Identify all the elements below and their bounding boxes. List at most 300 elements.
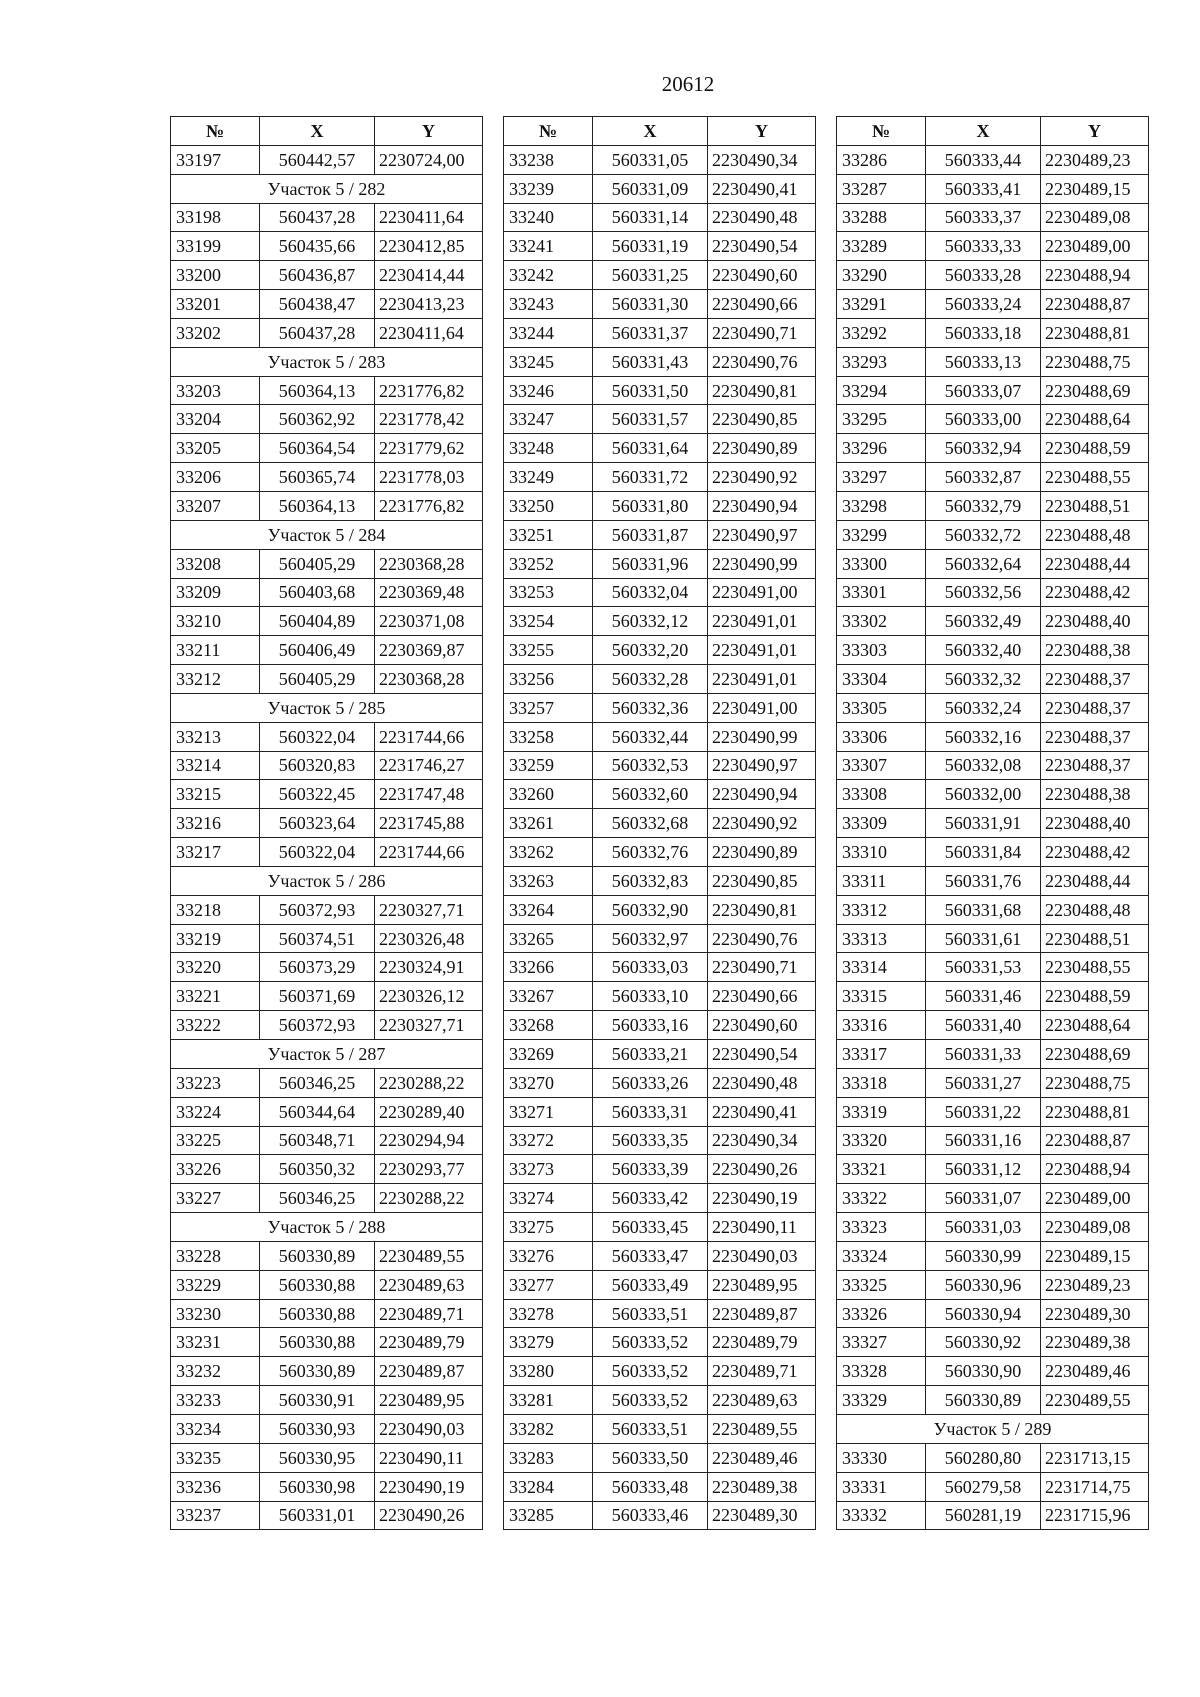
x-coordinate-cell: 560333,46 (593, 1501, 708, 1530)
table-row (171, 1126, 483, 1155)
table-row (171, 1155, 483, 1184)
table-row (504, 232, 816, 261)
point-number-cell: 33267 (504, 982, 593, 1011)
table-row (171, 636, 483, 665)
x-coordinate-cell: 560332,56 (926, 578, 1041, 607)
table-row (837, 1040, 1149, 1069)
x-coordinate-cell: 560333,51 (593, 1299, 708, 1328)
x-coordinate-cell: 560332,90 (593, 895, 708, 924)
section-title: Участок 5 / 288 (171, 1213, 483, 1242)
table-row (171, 1357, 483, 1386)
point-number-cell: 33256 (504, 665, 593, 694)
x-coordinate-cell: 560331,96 (593, 549, 708, 578)
y-coordinate-cell: 2230488,55 (1041, 953, 1149, 982)
point-number-cell: 33237 (171, 1501, 260, 1530)
point-number-cell: 33226 (171, 1155, 260, 1184)
point-number-cell: 33291 (837, 290, 926, 319)
point-number-cell: 33219 (171, 924, 260, 953)
header-y: Y (1041, 117, 1149, 146)
x-coordinate-cell: 560331,91 (926, 809, 1041, 838)
point-number-cell: 33325 (837, 1270, 926, 1299)
table-row (504, 953, 816, 982)
y-coordinate-cell: 2231713,15 (1041, 1443, 1149, 1472)
header-number: № (504, 117, 593, 146)
section-title: Участок 5 / 285 (171, 693, 483, 722)
x-coordinate-cell: 560331,80 (593, 491, 708, 520)
point-number-cell: 33206 (171, 463, 260, 492)
header-y: Y (375, 117, 483, 146)
table-row (171, 1299, 483, 1328)
point-number-cell: 33220 (171, 953, 260, 982)
table-row (504, 722, 816, 751)
point-number-cell: 33278 (504, 1299, 593, 1328)
y-coordinate-cell: 2230490,41 (708, 1097, 816, 1126)
x-coordinate-cell: 560331,19 (593, 232, 708, 261)
table-row (171, 1501, 483, 1530)
y-coordinate-cell: 2230488,64 (1041, 1011, 1149, 1040)
point-number-cell: 33242 (504, 261, 593, 290)
y-coordinate-cell: 2230368,28 (375, 665, 483, 694)
x-coordinate-cell: 560333,48 (593, 1472, 708, 1501)
table-row (837, 549, 1149, 578)
x-coordinate-cell: 560330,88 (260, 1299, 375, 1328)
point-number-cell: 33287 (837, 174, 926, 203)
x-coordinate-cell: 560436,87 (260, 261, 375, 290)
y-coordinate-cell: 2230369,87 (375, 636, 483, 665)
x-coordinate-cell: 560331,14 (593, 203, 708, 232)
y-coordinate-cell: 2230489,15 (1041, 1241, 1149, 1270)
table-row (504, 1270, 816, 1299)
x-coordinate-cell: 560332,79 (926, 491, 1041, 520)
y-coordinate-cell: 2230490,54 (708, 232, 816, 261)
table-row (504, 1155, 816, 1184)
y-coordinate-cell: 2230488,51 (1041, 924, 1149, 953)
x-coordinate-cell: 560333,26 (593, 1068, 708, 1097)
point-number-cell: 33252 (504, 549, 593, 578)
y-coordinate-cell: 2230489,08 (1041, 203, 1149, 232)
table-row (171, 982, 483, 1011)
table-row (504, 1040, 816, 1069)
section-row (171, 1040, 483, 1069)
point-number-cell: 33243 (504, 290, 593, 319)
point-number-cell: 33228 (171, 1241, 260, 1270)
y-coordinate-cell: 2230488,59 (1041, 434, 1149, 463)
point-number-cell: 33198 (171, 203, 260, 232)
x-coordinate-cell: 560331,22 (926, 1097, 1041, 1126)
y-coordinate-cell: 2230489,87 (375, 1357, 483, 1386)
table-row (171, 1386, 483, 1415)
y-coordinate-cell: 2230489,55 (1041, 1386, 1149, 1415)
x-coordinate-cell: 560346,25 (260, 1184, 375, 1213)
header-x: X (926, 117, 1041, 146)
x-coordinate-cell: 560280,80 (926, 1443, 1041, 1472)
table-row (504, 1213, 816, 1242)
x-coordinate-cell: 560438,47 (260, 290, 375, 319)
table-row (837, 261, 1149, 290)
point-number-cell: 33251 (504, 520, 593, 549)
table-row (837, 1357, 1149, 1386)
point-number-cell: 33300 (837, 549, 926, 578)
point-number-cell: 33239 (504, 174, 593, 203)
x-coordinate-cell: 560332,83 (593, 866, 708, 895)
point-number-cell: 33281 (504, 1386, 593, 1415)
x-coordinate-cell: 560333,28 (926, 261, 1041, 290)
y-coordinate-cell: 2230412,85 (375, 232, 483, 261)
point-number-cell: 33306 (837, 722, 926, 751)
table-row (504, 982, 816, 1011)
section-row (171, 866, 483, 895)
point-number-cell: 33317 (837, 1040, 926, 1069)
x-coordinate-cell: 560372,93 (260, 1011, 375, 1040)
point-number-cell: 33290 (837, 261, 926, 290)
x-coordinate-cell: 560330,89 (260, 1357, 375, 1386)
y-coordinate-cell: 2230414,44 (375, 261, 483, 290)
y-coordinate-cell: 2230490,11 (375, 1443, 483, 1472)
point-number-cell: 33199 (171, 232, 260, 261)
point-number-cell: 33282 (504, 1414, 593, 1443)
table-row (504, 866, 816, 895)
table-row (504, 261, 816, 290)
x-coordinate-cell: 560331,16 (926, 1126, 1041, 1155)
point-number-cell: 33216 (171, 809, 260, 838)
x-coordinate-cell: 560333,49 (593, 1270, 708, 1299)
point-number-cell: 33254 (504, 607, 593, 636)
x-coordinate-cell: 560332,20 (593, 636, 708, 665)
y-coordinate-cell: 2230288,22 (375, 1184, 483, 1213)
x-coordinate-cell: 560350,32 (260, 1155, 375, 1184)
section-row (171, 693, 483, 722)
table-row (171, 924, 483, 953)
y-coordinate-cell: 2230491,00 (708, 578, 816, 607)
y-coordinate-cell: 2230490,03 (708, 1241, 816, 1270)
x-coordinate-cell: 560333,44 (926, 145, 1041, 174)
y-coordinate-cell: 2230288,22 (375, 1068, 483, 1097)
y-coordinate-cell: 2230327,71 (375, 895, 483, 924)
point-number-cell: 33329 (837, 1386, 926, 1415)
point-number-cell: 33312 (837, 895, 926, 924)
point-number-cell: 33203 (171, 376, 260, 405)
table-row (171, 895, 483, 924)
table-row (504, 463, 816, 492)
y-coordinate-cell: 2230488,42 (1041, 838, 1149, 867)
x-coordinate-cell: 560371,69 (260, 982, 375, 1011)
table-row (504, 636, 816, 665)
y-coordinate-cell: 2230368,28 (375, 549, 483, 578)
x-coordinate-cell: 560331,27 (926, 1068, 1041, 1097)
coordinates-table-1 (170, 116, 483, 1530)
table-row (171, 318, 483, 347)
x-coordinate-cell: 560442,57 (260, 145, 375, 174)
x-coordinate-cell: 560364,54 (260, 434, 375, 463)
x-coordinate-cell: 560331,76 (926, 866, 1041, 895)
y-coordinate-cell: 2231746,27 (375, 751, 483, 780)
table-row (504, 838, 816, 867)
table-row (504, 1241, 816, 1270)
section-title: Участок 5 / 287 (171, 1040, 483, 1069)
y-coordinate-cell: 2230490,66 (708, 290, 816, 319)
y-coordinate-cell: 2230489,23 (1041, 1270, 1149, 1299)
y-coordinate-cell: 2230369,48 (375, 578, 483, 607)
table-row (837, 1068, 1149, 1097)
point-number-cell: 33257 (504, 693, 593, 722)
table-row (171, 607, 483, 636)
point-number-cell: 33284 (504, 1472, 593, 1501)
point-number-cell: 33258 (504, 722, 593, 751)
x-coordinate-cell: 560331,05 (593, 145, 708, 174)
table-row (837, 866, 1149, 895)
point-number-cell: 33266 (504, 953, 593, 982)
point-number-cell: 33289 (837, 232, 926, 261)
y-coordinate-cell: 2230491,00 (708, 693, 816, 722)
point-number-cell: 33201 (171, 290, 260, 319)
point-number-cell: 33276 (504, 1241, 593, 1270)
x-coordinate-cell: 560333,39 (593, 1155, 708, 1184)
y-coordinate-cell: 2230490,76 (708, 347, 816, 376)
section-title: Участок 5 / 284 (171, 520, 483, 549)
y-coordinate-cell: 2230326,12 (375, 982, 483, 1011)
point-number-cell: 33323 (837, 1213, 926, 1242)
y-coordinate-cell: 2230371,08 (375, 607, 483, 636)
table-row (171, 376, 483, 405)
point-number-cell: 33277 (504, 1270, 593, 1299)
table-row (837, 578, 1149, 607)
y-coordinate-cell: 2230488,51 (1041, 491, 1149, 520)
point-number-cell: 33235 (171, 1443, 260, 1472)
x-coordinate-cell: 560332,04 (593, 578, 708, 607)
x-coordinate-cell: 560330,98 (260, 1472, 375, 1501)
table-row (837, 1184, 1149, 1213)
point-number-cell: 33212 (171, 665, 260, 694)
y-coordinate-cell: 2231776,82 (375, 491, 483, 520)
x-coordinate-cell: 560330,94 (926, 1299, 1041, 1328)
y-coordinate-cell: 2230489,46 (708, 1443, 816, 1472)
section-row (171, 174, 483, 203)
table-row (504, 780, 816, 809)
y-coordinate-cell: 2230489,30 (708, 1501, 816, 1530)
table-row (837, 953, 1149, 982)
y-coordinate-cell: 2230488,44 (1041, 549, 1149, 578)
point-number-cell: 33305 (837, 693, 926, 722)
table-row (837, 636, 1149, 665)
point-number-cell: 33269 (504, 1040, 593, 1069)
table-row (837, 232, 1149, 261)
y-coordinate-cell: 2230488,48 (1041, 895, 1149, 924)
point-number-cell: 33280 (504, 1357, 593, 1386)
table-row (504, 1357, 816, 1386)
y-coordinate-cell: 2230489,00 (1041, 232, 1149, 261)
table-row (504, 693, 816, 722)
x-coordinate-cell: 560405,29 (260, 665, 375, 694)
x-coordinate-cell: 560333,41 (926, 174, 1041, 203)
table-row (504, 520, 816, 549)
x-coordinate-cell: 560362,92 (260, 405, 375, 434)
x-coordinate-cell: 560333,13 (926, 347, 1041, 376)
y-coordinate-cell: 2230490,99 (708, 722, 816, 751)
y-coordinate-cell: 2230488,59 (1041, 982, 1149, 1011)
point-number-cell: 33232 (171, 1357, 260, 1386)
y-coordinate-cell: 2230490,99 (708, 549, 816, 578)
x-coordinate-cell: 560331,07 (926, 1184, 1041, 1213)
table-header-row (171, 117, 483, 146)
y-coordinate-cell: 2230488,75 (1041, 1068, 1149, 1097)
y-coordinate-cell: 2230489,38 (1041, 1328, 1149, 1357)
x-coordinate-cell: 560333,03 (593, 953, 708, 982)
table-row (504, 1097, 816, 1126)
table-row (171, 751, 483, 780)
point-number-cell: 33200 (171, 261, 260, 290)
x-coordinate-cell: 560332,72 (926, 520, 1041, 549)
y-coordinate-cell: 2230488,37 (1041, 665, 1149, 694)
y-coordinate-cell: 2230489,71 (708, 1357, 816, 1386)
point-number-cell: 33215 (171, 780, 260, 809)
section-title: Участок 5 / 282 (171, 174, 483, 203)
table-row (504, 491, 816, 520)
x-coordinate-cell: 560333,00 (926, 405, 1041, 434)
y-coordinate-cell: 2230490,89 (708, 838, 816, 867)
point-number-cell: 33249 (504, 463, 593, 492)
y-coordinate-cell: 2231776,82 (375, 376, 483, 405)
y-coordinate-cell: 2231747,48 (375, 780, 483, 809)
y-coordinate-cell: 2230490,81 (708, 895, 816, 924)
x-coordinate-cell: 560331,12 (926, 1155, 1041, 1184)
point-number-cell: 33265 (504, 924, 593, 953)
point-number-cell: 33303 (837, 636, 926, 665)
point-number-cell: 33209 (171, 578, 260, 607)
table-row (504, 1126, 816, 1155)
x-coordinate-cell: 560332,60 (593, 780, 708, 809)
point-number-cell: 33270 (504, 1068, 593, 1097)
point-number-cell: 33311 (837, 866, 926, 895)
table-row (837, 290, 1149, 319)
y-coordinate-cell: 2230488,75 (1041, 347, 1149, 376)
x-coordinate-cell: 560374,51 (260, 924, 375, 953)
point-number-cell: 33307 (837, 751, 926, 780)
y-coordinate-cell: 2230294,94 (375, 1126, 483, 1155)
x-coordinate-cell: 560333,16 (593, 1011, 708, 1040)
x-coordinate-cell: 560332,12 (593, 607, 708, 636)
y-coordinate-cell: 2230490,34 (708, 145, 816, 174)
x-coordinate-cell: 560333,52 (593, 1386, 708, 1415)
point-number-cell: 33304 (837, 665, 926, 694)
x-coordinate-cell: 560403,68 (260, 578, 375, 607)
x-coordinate-cell: 560437,28 (260, 203, 375, 232)
table-row (837, 809, 1149, 838)
table-row (837, 693, 1149, 722)
y-coordinate-cell: 2230490,26 (708, 1155, 816, 1184)
x-coordinate-cell: 560330,89 (260, 1241, 375, 1270)
y-coordinate-cell: 2230289,40 (375, 1097, 483, 1126)
y-coordinate-cell: 2230490,92 (708, 463, 816, 492)
y-coordinate-cell: 2230327,71 (375, 1011, 483, 1040)
y-coordinate-cell: 2230324,91 (375, 953, 483, 982)
table-row (504, 578, 816, 607)
table-row (837, 1213, 1149, 1242)
y-coordinate-cell: 2230488,38 (1041, 636, 1149, 665)
table-row (171, 1011, 483, 1040)
table-row (504, 809, 816, 838)
point-number-cell: 33253 (504, 578, 593, 607)
table-row (171, 290, 483, 319)
table-header-row (504, 117, 816, 146)
y-coordinate-cell: 2230490,89 (708, 434, 816, 463)
x-coordinate-cell: 560405,29 (260, 549, 375, 578)
table-row (837, 491, 1149, 520)
table-row (504, 1299, 816, 1328)
y-coordinate-cell: 2230490,26 (375, 1501, 483, 1530)
y-coordinate-cell: 2230488,87 (1041, 290, 1149, 319)
x-coordinate-cell: 560364,13 (260, 491, 375, 520)
x-coordinate-cell: 560332,64 (926, 549, 1041, 578)
y-coordinate-cell: 2230489,46 (1041, 1357, 1149, 1386)
y-coordinate-cell: 2230488,81 (1041, 318, 1149, 347)
y-coordinate-cell: 2230490,11 (708, 1213, 816, 1242)
y-coordinate-cell: 2230489,23 (1041, 145, 1149, 174)
table-row (837, 1011, 1149, 1040)
y-coordinate-cell: 2230490,66 (708, 982, 816, 1011)
y-coordinate-cell: 2230489,30 (1041, 1299, 1149, 1328)
y-coordinate-cell: 2230490,85 (708, 866, 816, 895)
y-coordinate-cell: 2230488,38 (1041, 780, 1149, 809)
y-coordinate-cell: 2230490,60 (708, 261, 816, 290)
table-row (171, 463, 483, 492)
point-number-cell: 33313 (837, 924, 926, 953)
x-coordinate-cell: 560333,52 (593, 1357, 708, 1386)
point-number-cell: 33320 (837, 1126, 926, 1155)
table-row (171, 953, 483, 982)
y-coordinate-cell: 2230488,40 (1041, 607, 1149, 636)
x-coordinate-cell: 560330,92 (926, 1328, 1041, 1357)
table-row (837, 895, 1149, 924)
table-row (171, 1328, 483, 1357)
point-number-cell: 33321 (837, 1155, 926, 1184)
y-coordinate-cell: 2231744,66 (375, 722, 483, 751)
x-coordinate-cell: 560331,43 (593, 347, 708, 376)
point-number-cell: 33202 (171, 318, 260, 347)
point-number-cell: 33234 (171, 1414, 260, 1443)
y-coordinate-cell: 2230489,15 (1041, 174, 1149, 203)
point-number-cell: 33262 (504, 838, 593, 867)
table-row (837, 463, 1149, 492)
table-row (504, 290, 816, 319)
point-number-cell: 33225 (171, 1126, 260, 1155)
point-number-cell: 33250 (504, 491, 593, 520)
table-row (504, 376, 816, 405)
point-number-cell: 33301 (837, 578, 926, 607)
point-number-cell: 33238 (504, 145, 593, 174)
point-number-cell: 33272 (504, 1126, 593, 1155)
y-coordinate-cell: 2230490,92 (708, 809, 816, 838)
table-row (837, 174, 1149, 203)
table-row (837, 203, 1149, 232)
table-row (837, 520, 1149, 549)
table-row (504, 1068, 816, 1097)
x-coordinate-cell: 560333,10 (593, 982, 708, 1011)
table-row (171, 838, 483, 867)
x-coordinate-cell: 560373,29 (260, 953, 375, 982)
x-coordinate-cell: 560281,19 (926, 1501, 1041, 1530)
x-coordinate-cell: 560333,50 (593, 1443, 708, 1472)
table-row (171, 1068, 483, 1097)
point-number-cell: 33214 (171, 751, 260, 780)
table-row (837, 1472, 1149, 1501)
y-coordinate-cell: 2230413,23 (375, 290, 483, 319)
section-title: Участок 5 / 283 (171, 347, 483, 376)
y-coordinate-cell: 2230490,81 (708, 376, 816, 405)
point-number-cell: 33222 (171, 1011, 260, 1040)
x-coordinate-cell: 560333,21 (593, 1040, 708, 1069)
y-coordinate-cell: 2230489,79 (708, 1328, 816, 1357)
x-coordinate-cell: 560330,88 (260, 1328, 375, 1357)
